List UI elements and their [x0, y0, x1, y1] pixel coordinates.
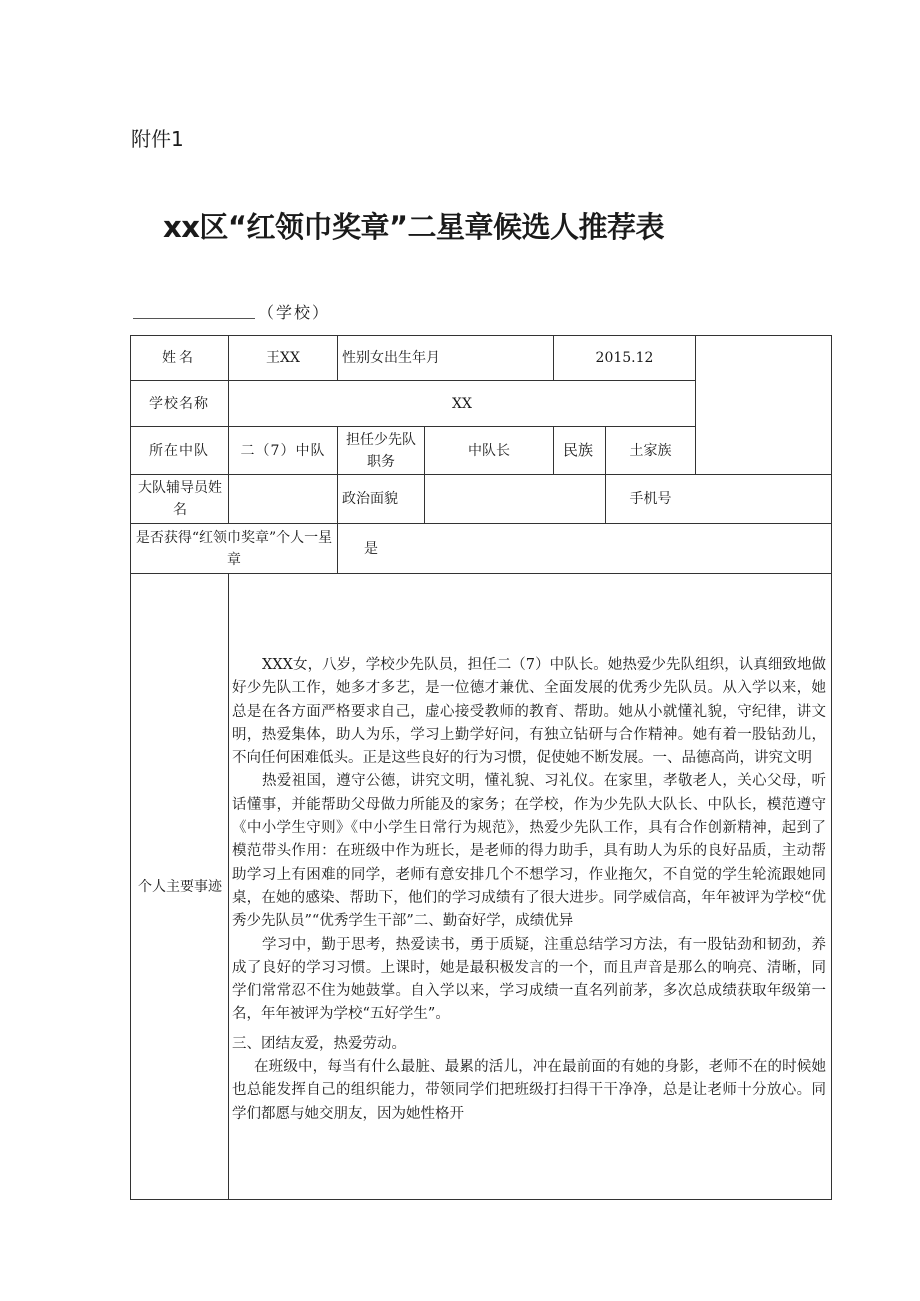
deeds-paragraph: 在班级中，每当有什么最脏、最累的活儿，冲在最前面的有她的身影，老师不在的时候她也总能发挥自己的组织能力，带领同学们把班级打扫得干干净净，总是让老师十分放心。同学们都愿与她交朋友，因为她性格开 [232, 1059, 826, 1122]
ethnicity-value[interactable]: 土家族 [629, 442, 672, 459]
deeds-text[interactable] [232, 654, 826, 1126]
school-suffix-label: （学校） [258, 303, 331, 322]
deeds-label: 个人主要事迹 [138, 879, 222, 895]
deeds-paragraph: 学习中，勤于思考，热爱读书，勇于质疑，注重总结学习方法，有一股钻劲和韧劲，养成了良好的学习习惯。上课时，她是最积极发言的一个，而且声音是那么的响亮、清晰，同学们常常忍不住为她鼓掌。自入学以来，学习成绩一直名列前茅，多次总成绩获取年级第一名，年年被评为学校“五好学生”。 [232, 936, 826, 1023]
attachment-label: 附件1 [131, 127, 184, 151]
squad-value[interactable]: 二（7）中队 [240, 442, 326, 459]
birth-date-value[interactable]: 2015.12 [595, 350, 654, 366]
table-rule [553, 426, 554, 474]
name-value[interactable]: 王XX [266, 350, 300, 366]
deeds-paragraph: XXX女，八岁，学校少先队员，担任二（7）中队长。她热爱少先队组织，认真细致地做好少先队工作，她多才多艺，是一位德才兼优、全面发展的优秀少先队员。从入学以来，她总是在各方面严格要求自己，虚心接受教师的教育、帮助。她从小就懂礼貌，守纪律，讲文明，热爱集体，助人为乐，学习上勤学好问，有独立钻研与合作精神。她有着一股钻劲儿，不向任何困难低头。正是这些良好的行为习惯，促使她不断发展。一、品德高尚，讲究文明 [232, 657, 826, 767]
table-rule [228, 573, 229, 1200]
school-name-label: 学校名称 [149, 395, 209, 412]
squad-label: 所在中队 [149, 442, 209, 459]
table-rule [337, 335, 338, 380]
phone-value[interactable] [696, 475, 831, 523]
one-star-label: 是否获得“红领巾奖章”个人一星章 [135, 529, 333, 568]
ethnicity-label: 民族 [562, 441, 593, 459]
gender-birth-label: 性别女出生年月 [342, 350, 440, 366]
phone-label: 手机号 [629, 491, 672, 507]
political-status-label: 政治面貌 [342, 491, 398, 507]
table-rule [130, 573, 832, 574]
table-rule [130, 1199, 832, 1200]
name-label: 姓名 [162, 350, 196, 366]
table-rule [695, 335, 696, 474]
school-blank-line[interactable] [133, 300, 255, 319]
position-label: 担任少先队职务 [346, 431, 416, 470]
one-star-value[interactable]: 是 [364, 540, 378, 557]
counselor-value[interactable] [229, 475, 337, 523]
counselor-label: 大队辅导员姓名 [138, 480, 222, 518]
position-value[interactable]: 中队长 [468, 442, 510, 459]
table-rule [337, 426, 338, 573]
table-rule [831, 335, 832, 1200]
deeds-paragraph: 三、团结友爱，热爱劳动。 [232, 1035, 406, 1052]
school-name-value[interactable]: XX [452, 395, 472, 412]
page-title: xx区“红领巾奖章”二星章候选人推荐表 [163, 210, 665, 244]
deeds-paragraph: 热爱祖国，遵守公德，讲究文明，懂礼貌、习礼仪。在家里，孝敬老人，关心父母，听话懂事，并能帮助父母做力所能及的家务；在学校，作为少先队大队长、中队长，模范遵守《中小学生守则》《中小学生日常行为规范》，热爱少先队工作，具有合作创新精神，起到了模范带头作用：在班级中作为班长，是老师的得力助手，具有助人为乐的良好品质，主动帮助学习上有困难的同学，老师有意安排几个不想学习，作业拖欠，不自觉的学生轮流跟她同桌，在她的感染、帮助下，他们的学习成绩有了很大进步。同学威信高，年年被评为学校“优秀少先队员”“优秀学生干部”二、勤奋好学，成绩优异 [232, 773, 826, 930]
political-status-value[interactable] [425, 475, 605, 523]
